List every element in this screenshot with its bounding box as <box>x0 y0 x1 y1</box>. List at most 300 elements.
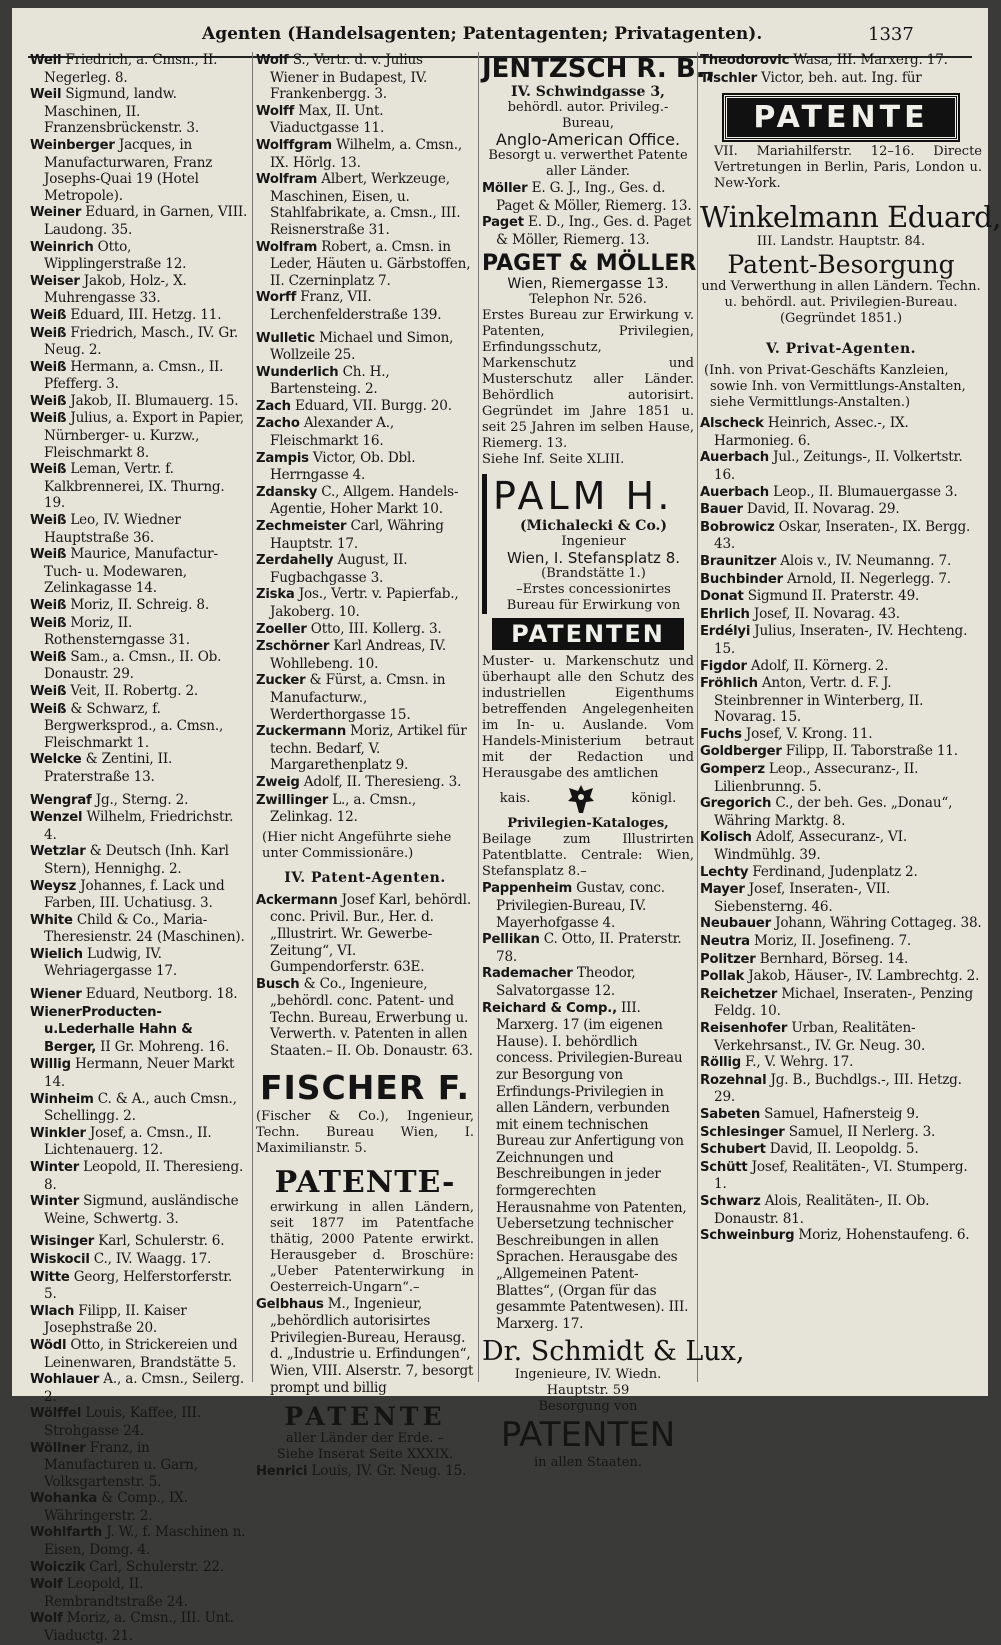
directory-entry <box>30 393 248 411</box>
entry-name: Zacho <box>256 416 300 432</box>
entry-name: Weiner <box>30 205 82 221</box>
entry-name: Winter <box>30 1194 80 1210</box>
entry-name: Wlach <box>30 1303 75 1319</box>
directory-entry <box>30 359 248 393</box>
directory-entry <box>30 1251 248 1269</box>
entry-details: C. Otto, II. Praterstr. 78. <box>496 931 682 965</box>
directory-entry <box>256 52 474 103</box>
entry-details: M., Ingenieur, „behördlich autorisirtes Privilegien-Bureau, Herausg. d. „Industrie u. Erfindungen“, Wien, VIII. Alserstr. 7, besorgt prompt und billig <box>270 1295 474 1396</box>
entry-name: Weiß <box>30 649 67 665</box>
entry-details: Wasa, III. Marxerg. 17. <box>789 52 948 68</box>
directory-entry <box>30 325 248 359</box>
entry-details: Carl, Währing Hauptstr. 17. <box>270 518 444 552</box>
directory-entry <box>700 1054 982 1072</box>
entry-name: Weinberger <box>30 137 115 153</box>
entry-name: Witte <box>30 1269 70 1285</box>
jentzsch-ad-description: behördl. autor. Privileg.-Bureau, <box>507 100 669 131</box>
directory-entry <box>700 501 982 519</box>
entry-name: Ackermann <box>256 892 338 908</box>
entry-details: III. Marxerg. 17 (im eigenen Hause). I. behördlich concess. Privilegien-Bureau zur Besorgung von Erfindungs-Privilegien in allen Ländern, verbunden mit einem technischen Bureau zur Anfertigung von Zeichnungen und Beschreibungen in jeder formgerechten Herausnahme von Patenten, Uebersetzung technischer Beschreibungen in allen Sprachen. Herausgabe des „Allgemeinen Patent-Blattes“, (Organ für das gesammte Patentwesen). III. Marxerg. 17. <box>496 999 689 1332</box>
entry-name: Winheim <box>30 1091 94 1107</box>
entry-name: Weiß <box>30 411 67 427</box>
entry-name: Weil <box>30 53 62 68</box>
entry-details: August, II. Fugbachgasse 3. <box>270 552 408 586</box>
entry-name: Busch <box>256 976 300 992</box>
entry-details: Sigmund, landw. Maschinen, II. Franzensbrückenstr. 3. <box>44 86 199 137</box>
entry-name: Gomperz <box>700 762 765 778</box>
directory-entry <box>30 137 248 204</box>
winkelmann-ad-title: Winkelmann Eduard, <box>700 200 1001 235</box>
directory-entry <box>700 1020 982 1054</box>
jentzsch-ad-title: JENTZSCH R. B., <box>482 54 716 84</box>
entry-name: Wenzel <box>30 810 83 826</box>
entry-details: Moriz, II. Josefineng. 7. <box>749 933 912 949</box>
palm-ad-label-kais: kais. <box>499 791 531 807</box>
directory-entry <box>700 449 982 483</box>
entry-name: Schweinburg <box>700 1228 795 1244</box>
paget-ad-address: Wien, Riemergasse 13. <box>507 276 669 293</box>
palm-ad-subtitle: (Michalecki & Co.) <box>519 518 668 535</box>
entry-name: Wulletic <box>256 330 315 346</box>
column-divider <box>252 52 253 1382</box>
directory-entry <box>700 986 982 1020</box>
entry-details: Eduard, in Garnen, VIII. Laudong. 35. <box>44 204 248 238</box>
entry-name: Weiß <box>30 462 67 478</box>
column-4 <box>700 52 1001 1392</box>
entry-details: Leopold, II. Rembrandtstraße 24. <box>44 1576 188 1610</box>
entry-name: Figdor <box>700 658 747 674</box>
directory-entry <box>256 450 474 484</box>
entry-details: Jul., Zeitungs-, II. Volkertstr. 16. <box>714 449 963 483</box>
entry-details: Jg. B., Buchdlgs.-, III. Hetzg. 29. <box>714 1071 962 1106</box>
directory-entry <box>700 864 982 882</box>
directory-entry <box>256 723 474 774</box>
palm-ad-text: Muster- u. Markenschutz und überhaupt alle den Schutz des industriellen Eigenthums betreffenden Angelegenheiten im In- u. Auslande. Vom Handels-Ministerium betraut mit der Redaction und Herausgabe des amtlichen <box>482 654 694 782</box>
entry-details: Otto, III. Kollerg. 3. <box>306 620 442 637</box>
directory-entry <box>30 52 248 86</box>
directory-entry <box>30 1524 248 1558</box>
entry-details: & Zentini, II. Praterstraße 13. <box>44 751 173 785</box>
entry-name: Neutra <box>700 934 750 949</box>
directory-entry <box>30 878 248 912</box>
entry-details: Urban, Realitäten-Verkehrsanst., IV. Gr. Neug. 30. <box>714 1019 926 1054</box>
entry-name: Pellikan <box>482 932 540 948</box>
directory-entry <box>256 976 474 1060</box>
directory-entry <box>256 171 474 238</box>
entry-name: Wolffgram <box>256 137 332 153</box>
directory-entry <box>700 571 982 589</box>
directory-entry <box>30 986 248 1004</box>
directory-entry <box>700 726 982 744</box>
entry-name: Paget <box>482 215 524 231</box>
directory-entry <box>700 1159 982 1193</box>
directory-entry <box>256 364 474 398</box>
palm-ad-catalog: Privilegien-Kataloges, <box>507 816 669 832</box>
entry-details: C., IV. Waagg. 17. <box>89 1250 212 1267</box>
directory-entry <box>256 398 474 416</box>
entry-details: Veit, II. Robertg. 2. <box>66 682 199 699</box>
entry-details: Josef, Inseraten-, VII. Siebensterng. 46. <box>714 881 891 915</box>
directory-entry <box>30 410 248 461</box>
entry-details: Victor, Ob. Dbl. Herrngasse 4. <box>270 449 416 484</box>
entry-name: Wunderlich <box>256 364 339 380</box>
entry-name: Zschörner <box>256 639 330 655</box>
directory-entry <box>30 1559 248 1577</box>
section-heading-private-agents: V. Privat-Agenten. <box>765 341 917 358</box>
entry-details: Samuel, Hafnersteig 9. <box>760 1105 919 1122</box>
patente-ad2-reference: Siehe Inserat Seite XXXIX. <box>276 1447 454 1463</box>
directory-entry <box>30 461 248 512</box>
entry-name: Tischler <box>700 70 757 86</box>
entry-details: Ludwig, IV. Wehriagergasse 17. <box>44 945 178 980</box>
entry-details: Franz, VII. Lerchenfelderstraße 139. <box>270 289 442 323</box>
entry-name: Weiß <box>30 325 67 341</box>
directory-entry <box>30 597 248 615</box>
palm-ad-tail: Beilage zum Illustrirten Patentblatte. Centrale: Wien, Stefansplatz 8.– <box>482 832 694 880</box>
entry-details: Georg, Helferstorferstr. 5. <box>44 1268 233 1303</box>
entry-details: C., der beh. Ges. „Donau“, Währing Marktg. 8. <box>714 795 953 829</box>
entry-details: Josef Karl, behördl. conc. Privil. Bur., Her. d. „Illustrirt. Wr. Gewerbe-Zeitung“, VI. Gumpendorferstr. 63E. <box>270 891 471 976</box>
entry-name: Zach <box>256 398 291 414</box>
directory-entry <box>30 546 248 597</box>
entry-name: White <box>30 912 73 928</box>
entry-name: Zdansky <box>256 484 318 500</box>
directory-entry <box>700 553 982 571</box>
entry-list <box>482 180 694 248</box>
entry-details: Gustav, conc. Privilegien-Bureau, IV. Mayerhofgasse 4. <box>496 880 665 931</box>
entry-details: II Gr. Mohreng. 16. <box>96 1038 230 1055</box>
paget-ad-reference: Siehe Inf. Seite XLIII. <box>482 452 625 468</box>
directory-entry <box>482 965 694 999</box>
entry-details: Jacques, in Manufacturwaren, Franz Josephs-Quai 19 (Hotel Metropole). <box>44 136 213 204</box>
directory-entry <box>700 588 982 606</box>
entry-details: Moriz, II. Rothensterngasse 31. <box>44 614 190 649</box>
schmidt-ad-address: Ingenieure, IV. Wiedn. Hauptstr. 59 <box>514 1367 662 1399</box>
entry-name: Winkler <box>30 1125 86 1141</box>
entry-name: Weiser <box>30 273 80 289</box>
entry-details: C. & A., auch Cmsn., Schellingg. 2. <box>44 1090 237 1125</box>
entry-name: Wolfram <box>256 172 318 188</box>
entry-name: Welcke <box>30 752 82 768</box>
directory-entry <box>30 751 248 785</box>
directory-entry <box>482 214 694 248</box>
directory-page <box>12 8 1001 1645</box>
directory-entry <box>700 658 982 676</box>
entry-details: Johannes, f. Lack und Farben, III. Uchatiusg. 3. <box>44 877 225 912</box>
tischler-ad-banner: PATENTE <box>724 95 958 140</box>
directory-entry <box>700 52 982 70</box>
entry-details: Max, II. Unt. Viaductgasse 11. <box>270 102 385 137</box>
entry-name: Schütt <box>700 1159 748 1175</box>
entry-details: & Schwarz, f. Bergwerksprod., a. Cmsn., Fleischmarkt 1. <box>44 700 224 751</box>
entry-name: Wolfram <box>256 239 318 255</box>
palm-ad-crest-row <box>482 782 694 816</box>
entry-name: Wolf <box>30 1577 63 1593</box>
entry-list <box>700 415 982 1245</box>
entry-details: Robert, a. Cmsn. in Leder, Häuten u. Gärbstoffen, II. Czerninplatz 7. <box>270 238 471 289</box>
winkelmann-ad-address: III. Landstr. Hauptstr. 84. <box>756 234 926 250</box>
entry-details: Jakob, Holz-, X. Muhrengasse 33. <box>44 272 187 307</box>
entry-details: Johann, Währing Cottageg. 38. <box>770 915 982 932</box>
paget-ad-telephone: Telephon Nr. 526. <box>529 292 647 308</box>
directory-entry <box>30 239 248 273</box>
entry-name: Wöllner <box>30 1440 86 1456</box>
entry-details: Franz, in Manufacturen u. Garn, Volksgartenstr. 5. <box>44 1439 198 1490</box>
directory-entry <box>256 774 474 792</box>
directory-entry <box>30 1440 248 1491</box>
tischler-ad-text: VII. Mariahilferstr. 12–16. Directe Vertretungen in Berlin, Paris, London u. New-York. <box>714 144 982 192</box>
entry-name: Röllig <box>700 1055 742 1071</box>
directory-entry <box>700 743 982 761</box>
jentzsch-ad-address: IV. Schwindgasse 3, <box>511 84 665 100</box>
directory-entry <box>700 881 982 915</box>
entry-details: Filipp, II. Taborstraße 11. <box>781 743 958 760</box>
entry-details: Leo, IV. Wiedner Hauptstraße 36. <box>44 512 181 546</box>
directory-entry <box>30 1610 248 1644</box>
entry-details: Filipp, II. Kaiser Josephstraße 20. <box>44 1302 187 1337</box>
directory-entry <box>700 484 982 502</box>
entry-details: A., a. Cmsn., Seilerg. 2. <box>44 1371 245 1405</box>
entry-details: Theodor, Salvatorgasse 12. <box>496 965 636 999</box>
directory-entry <box>256 103 474 137</box>
directory-entry <box>30 1091 248 1125</box>
entry-details: Louis, Kaffee, III. Strohgasse 24. <box>44 1405 201 1439</box>
winkelmann-ad-service: Patent-Besorgung <box>727 250 955 280</box>
entry-name: Weiß <box>30 701 67 717</box>
entry-details: Adolf, II. Körnerg. 2. <box>746 657 889 674</box>
entry-name: Wölffel <box>30 1406 82 1422</box>
entry-details: Alexander A., Fleischmarkt 16. <box>270 415 395 450</box>
directory-entry <box>30 1405 248 1439</box>
entry-details: Wilhelm, a. Cmsn., IX. Hörlg. 13. <box>270 136 462 171</box>
entry-name: Wolff <box>256 103 295 119</box>
directory-entry <box>256 518 474 552</box>
directory-entry <box>30 512 248 546</box>
palm-ad-title: PALM H. <box>493 474 674 519</box>
entry-name: Bauer <box>700 502 743 518</box>
entry-details: Michael, Inseraten-, Penzing Feldg. 10. <box>714 985 974 1020</box>
entry-name: Wohlfarth <box>30 1525 103 1541</box>
cross-reference-note: (Hier nicht Angeführte siehe unter Commissionäre.) <box>262 829 452 861</box>
entry-details: Eduard, Neutborg. 18. <box>81 986 238 1003</box>
entry-details: Anton, Vertr. d. F. J. Steinbrenner in Winterberg, II. Novarag. 15. <box>714 675 924 726</box>
entry-details: Otto, Wipplingerstraße 12. <box>44 238 187 273</box>
entry-details: Josef, II. Novarag. 43. <box>749 605 900 622</box>
entry-name: Goldberger <box>700 744 782 760</box>
directory-entry <box>700 951 982 969</box>
directory-entry <box>482 880 694 931</box>
entry-name: Reichetzer <box>700 986 778 1002</box>
entry-name: Zerdahelly <box>256 553 334 569</box>
entry-details: Jakob, II. Blumauerg. 15. <box>66 392 239 409</box>
entry-name: Neubauer <box>700 916 771 932</box>
entry-name: Gelbhaus <box>256 1296 324 1312</box>
entry-details: Moriz, II. Schreig. 8. <box>66 597 209 613</box>
directory-entry <box>482 180 694 214</box>
entry-details: Otto, in Strickereien und Leinenwaren, Brandstätte 5. <box>44 1336 238 1371</box>
entry-details: Heinrich, Assec.-, IX. Harmonieg. 6. <box>714 415 909 449</box>
entry-details: S., Vertr. d. v. Julius Wiener in Budapest, IV. Frankenbergg. 3. <box>270 52 428 103</box>
entry-name: Wisinger <box>30 1234 95 1250</box>
schmidt-ad-service: Besorgung von <box>538 1399 638 1415</box>
entry-name: Rademacher <box>482 966 573 982</box>
directory-entry <box>256 289 474 323</box>
schmidt-ad-title: Dr. Schmidt & Lux, <box>482 1336 745 1368</box>
entry-name: Weiß <box>30 513 67 529</box>
entry-name: Wohlauer <box>30 1372 100 1388</box>
fischer-ad-title: FISCHER F. <box>259 1067 471 1107</box>
entry-name: Wolf <box>256 53 289 68</box>
entry-details: Leop., II. Blumauergasse 3. <box>769 483 958 500</box>
entry-list <box>256 1296 474 1397</box>
entry-details: Hermann, a. Cmsn., II. Pfefferg. 3. <box>44 358 224 393</box>
entry-name: Schubert <box>700 1142 766 1158</box>
directory-entry <box>256 892 474 976</box>
entry-details: Louis, IV. Gr. Neug. 15. <box>307 1463 467 1480</box>
entry-details: Sam., a. Cmsn., II. Ob. Donaustr. 29. <box>44 648 222 683</box>
directory-entry <box>700 933 982 951</box>
directory-entry <box>700 1072 982 1106</box>
directory-entry <box>256 137 474 171</box>
directory-entry <box>482 1000 694 1333</box>
entry-list <box>700 52 982 87</box>
palm-ad-role: Ingenieur <box>561 534 626 550</box>
entry-details: Bernhard, Börseg. 14. <box>755 950 909 967</box>
directory-entry <box>30 912 248 946</box>
entry-name: Mayer <box>700 882 745 898</box>
entry-name: Zweig <box>256 774 300 790</box>
entry-details: & Fürst, a. Cmsn. in Manufacturw., Werderthorgasse 15. <box>270 672 446 723</box>
column-divider <box>478 52 479 1382</box>
entry-name: Weiß <box>30 615 67 631</box>
schmidt-ad-patents: PATENTEN <box>500 1415 676 1456</box>
entry-details: Moriz, Hohenstaufeng. 6. <box>794 1227 970 1244</box>
entry-details: C., Allgem. Handels-Agentie, Hoher Markt 10. <box>270 483 459 518</box>
patente-ad-text: erwirkung in allen Ländern, seit 1877 im Patentfache thätig, 2000 Patente erwirkt. Herausgeber d. Broschüre: „Ueber Patenterwirkung in Oesterreich-Ungarn“.– <box>270 1199 474 1295</box>
column-divider <box>697 52 698 1382</box>
entry-name: Zechmeister <box>256 519 347 535</box>
directory-entry <box>256 1463 474 1481</box>
entry-name: WienerProducten-u.Lederhalle Hahn & Berger, <box>30 1004 193 1055</box>
patente-ad2-line: aller Länder der Erde. – <box>285 1431 445 1447</box>
entry-name: Weinrich <box>30 239 94 255</box>
section-heading-patent-agents: IV. Patent-Agenten. <box>284 869 446 886</box>
entry-details: Sigmund, ausländische Weine, Schwertg. 3. <box>44 1193 239 1227</box>
directory-entry <box>30 307 248 325</box>
entry-details: Eduard, III. Hetzg. 11. <box>66 306 222 323</box>
entry-name: Wohanka <box>30 1491 98 1507</box>
entry-name: Wielich <box>30 946 83 962</box>
directory-entry <box>30 1004 248 1057</box>
entry-name: Wolf <box>30 1611 63 1627</box>
entry-name: Buchbinder <box>700 571 783 587</box>
palm-ad-description: –Erstes concessionirtes Bureau für Erwirkung von <box>506 582 681 614</box>
palm-ad-banner: PATENTEN <box>492 618 684 650</box>
entry-details: Leopold, II. Theresieng. 8. <box>44 1159 244 1193</box>
directory-entry <box>30 1269 248 1303</box>
entry-name: Kolisch <box>700 830 752 846</box>
directory-entry <box>30 1193 248 1227</box>
paget-ad-text: Erstes Bureau zur Erwirkung v. Patenten, Privilegien, Erfindungsschutz, Markenschutz und Musterschutz aller Länder. Behördlich autorisirt. Gegründet im Jahre 1851 u. seit 25 Jahren im selben Hause, Riemerg. 13. <box>482 308 694 452</box>
directory-entry <box>30 683 248 701</box>
entry-name: Ziska <box>256 587 295 603</box>
entry-name: Reisenhofer <box>700 1020 788 1036</box>
directory-entry <box>700 675 982 726</box>
directory-entry <box>30 809 248 843</box>
entry-name: Weil <box>30 87 62 103</box>
entry-details: Alois v., IV. Neumanng. 7. <box>776 552 952 569</box>
entry-details: J. W., f. Maschinen n. Eisen, Domg. 4. <box>44 1524 246 1559</box>
paget-ad-title: PAGET & MÖLLER <box>482 251 697 277</box>
entry-details: Friedrich, a. Cmsn., II. Negerleg. 8. <box>44 52 218 86</box>
entry-details: Leman, Vertr. f. Kalkbrennerei, IX. Thurng. 19. <box>44 461 225 512</box>
patente-ad-title: PATENTE- <box>274 1164 456 1200</box>
entry-name: Alscheck <box>700 416 764 432</box>
directory-entry <box>256 621 474 639</box>
entry-name: Zucker <box>256 673 306 689</box>
directory-entry <box>700 70 982 88</box>
page-number: 1337 <box>868 24 914 45</box>
directory-entry <box>256 239 474 290</box>
entry-name: Zwillinger <box>256 792 329 808</box>
entry-name: Weiß <box>30 598 67 613</box>
entry-details: & Co., Ingenieure, „behördl. conc. Patent- und Techn. Bureau, Erwerbung u. Verwerth. v. Patenten in allen Staaten.– II. Ob. Donaustr. 63. <box>270 975 473 1060</box>
entry-details: Josef, a. Cmsn., II. Lichtenauerg. 12. <box>44 1124 212 1159</box>
palm-ad <box>482 474 694 614</box>
schmidt-ad-scope: in allen Staaten. <box>534 1455 642 1471</box>
entry-details: Carl, Schulerstr. 22. <box>85 1558 224 1575</box>
entry-name: Wödl <box>30 1337 67 1353</box>
directory-entry <box>30 204 248 238</box>
entry-details: Ch. H., Bartensteing. 2. <box>270 363 390 398</box>
entry-name: Schwarz <box>700 1193 761 1209</box>
entry-details: Alois, Realitäten-, II. Ob. Donaustr. 81. <box>714 1192 930 1227</box>
entry-details: Adolf, II. Theresieng. 3. <box>299 773 462 790</box>
entry-name: Politzer <box>700 951 756 967</box>
entry-details: Friedrich, Masch., IV. Gr. Neug. 2. <box>44 324 239 359</box>
directory-entry <box>30 1337 248 1371</box>
directory-entry <box>30 1056 248 1090</box>
directory-entry <box>700 1106 982 1124</box>
entry-details: L., a. Cmsn., Zelinkag. 12. <box>270 791 417 826</box>
entry-details: Julius, a. Export in Papier, Nürnberger- u. Kurzw., Fleischmarkt 8. <box>44 410 245 461</box>
entry-details: Maurice, Manufactur-Tuch- u. Modewaren, Zelinkagasse 14. <box>44 546 218 597</box>
directory-entry <box>700 1227 982 1245</box>
entry-details: Karl Andreas, IV. Wohllebeng. 10. <box>270 638 447 672</box>
entry-details: Child & Co., Maria-Theresienstr. 24 (Maschinen). <box>44 911 245 946</box>
entry-list <box>256 52 474 826</box>
column-1 <box>30 52 248 1645</box>
double-eagle-crest-icon <box>566 783 596 815</box>
directory-entry <box>700 968 982 986</box>
entry-details: Michael und Simon, Wollzeile 25. <box>270 329 454 364</box>
entry-list <box>30 52 248 1645</box>
palm-ad-address: Wien, I. Stefansplatz 8. <box>506 549 681 568</box>
jentzsch-ad-office: Anglo-American Office. <box>495 130 681 149</box>
directory-entry <box>30 649 248 683</box>
entry-name: Fuchs <box>700 726 742 742</box>
entry-details: David, II. Novarag. 29. <box>742 501 900 518</box>
entry-details: & Comp., IX. Währingerstr. 2. <box>44 1490 188 1524</box>
entry-details: Josef, V. Krong. 11. <box>741 725 873 742</box>
entry-list <box>256 1463 474 1481</box>
directory-entry <box>700 623 982 657</box>
entry-details: F., V. Wehrg. 17. <box>741 1054 854 1071</box>
directory-entry <box>30 946 248 980</box>
directory-entry <box>30 1233 248 1251</box>
entry-name: Ehrlich <box>700 606 750 622</box>
entry-details: Albert, Werkzeuge, Maschinen, Eisen, u. Stahlfabrikate, a. Cmsn., III. Reisnerstraße 31. <box>270 171 461 238</box>
